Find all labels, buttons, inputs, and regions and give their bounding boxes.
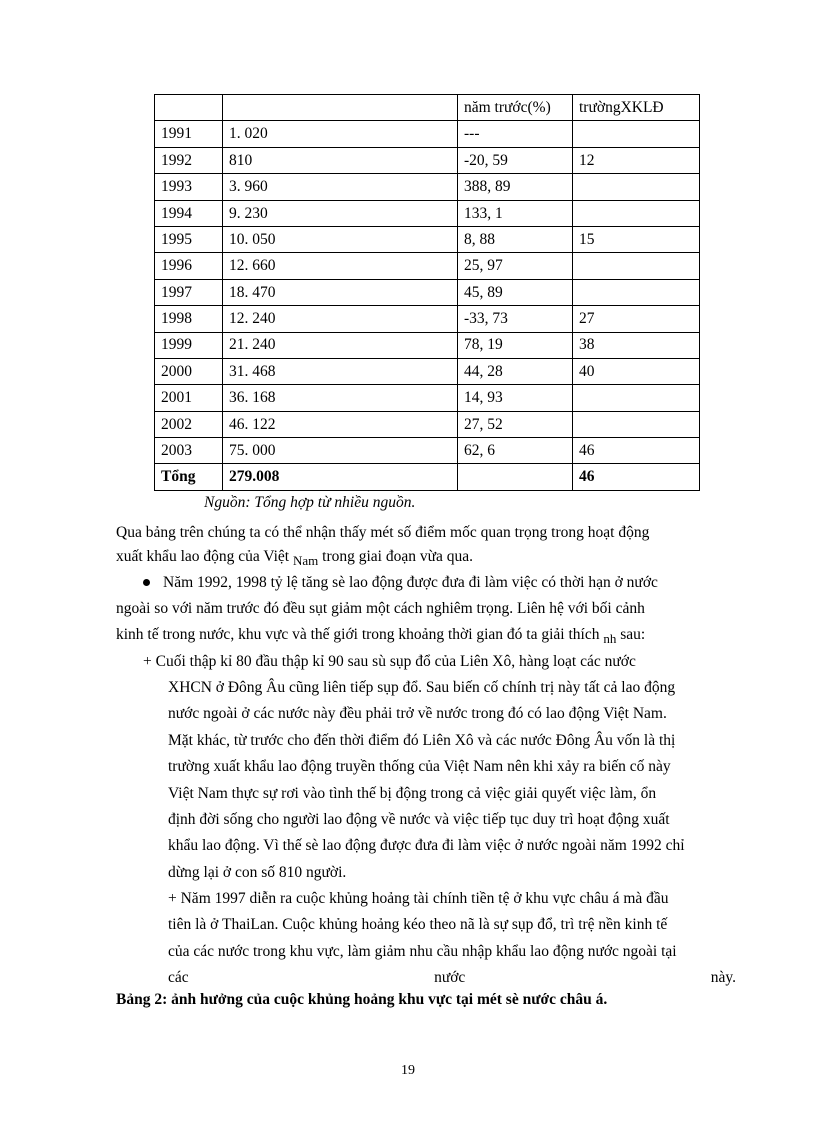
- table-cell: 1994: [155, 200, 223, 226]
- table-cell: 46: [573, 464, 700, 490]
- table-cell: 40: [573, 358, 700, 384]
- table-cell: [573, 385, 700, 411]
- table-cell: 44, 28: [458, 358, 573, 384]
- table-cell: [223, 95, 458, 121]
- table-cell: ---: [458, 121, 573, 147]
- point1-line-2: XHCN ở Đông Âu cũng liên tiếp sụp đổ. Sau biến cố chính trị này tất cả lao động: [168, 679, 676, 696]
- table-cell: [573, 121, 700, 147]
- table-cell: 1996: [155, 253, 223, 279]
- table-cell: 25, 97: [458, 253, 573, 279]
- table-cell: Tổng: [155, 464, 223, 490]
- table-cell: [155, 95, 223, 121]
- table-total-row: [155, 464, 700, 490]
- table-row: [155, 306, 700, 332]
- table-cell: [573, 200, 700, 226]
- intro-paragraph: [116, 525, 738, 541]
- point1-line-8: khẩu lao động. Vì thế sè lao động được đưa đi làm việc ở nước ngoài năm 1992 chỉ: [168, 837, 685, 854]
- table-cell: [573, 174, 700, 200]
- table-cell: 2003: [155, 438, 223, 464]
- table-cell: 14, 93: [458, 385, 573, 411]
- point1-line-6: Việt Nam thực sự rơi vào tình thế bị động trong cả việc giải quyết việc làm, ổn: [168, 785, 657, 802]
- table-cell: -20, 59: [458, 147, 573, 173]
- table-cell: 36. 168: [223, 385, 458, 411]
- table-cell: 1991: [155, 121, 223, 147]
- table2-heading: Bảng 2: ảnh hưởng của cuộc khủng hoảng khu vực tại mét sè nước châu á.: [116, 991, 608, 1008]
- table-row: [155, 358, 700, 384]
- table-cell: 810: [223, 147, 458, 173]
- table-cell: 27, 52: [458, 411, 573, 437]
- table-cell: 27: [573, 306, 700, 332]
- point1-line-3: nước ngoài ở các nước này đều phải trở về nước trong đó có lao động Việt Nam.: [168, 705, 667, 722]
- table-cell: 10. 050: [223, 226, 458, 252]
- table-cell: 1. 020: [223, 121, 458, 147]
- point2-line-1: + Năm 1997 diễn ra cuộc khủng hoảng tài chính tiền tệ ở khu vực châu á mà đầu: [168, 890, 669, 907]
- table-cell: 8, 88: [458, 226, 573, 252]
- point2-line-4: các nước này.: [168, 969, 736, 986]
- labor-export-table: [154, 94, 700, 491]
- table-cell: 62, 6: [458, 438, 573, 464]
- point1-line-9: dừng lại ở con số 810 người.: [168, 864, 347, 881]
- table-cell: 2001: [155, 385, 223, 411]
- point1-line-5: trường xuất khẩu lao động truyền thống của Việt Nam nên khi xảy ra biến cố này: [168, 758, 671, 775]
- table-cell: 2000: [155, 358, 223, 384]
- table-row: [155, 411, 700, 437]
- table-row: [155, 121, 700, 147]
- table-cell: 15: [573, 226, 700, 252]
- table-row: [155, 385, 700, 411]
- table-cell: 1992: [155, 147, 223, 173]
- point1-line-7: định đời sống cho người lao động về nước và việc tiếp tục duy trì hoạt động xuất: [168, 811, 670, 828]
- table-cell: 1997: [155, 279, 223, 305]
- bullet-line-2: ngoài so với năm trước đó đều sụt giảm một cách nghiêm trọng. Liên hệ với bối cảnh: [116, 600, 645, 617]
- table-header-row: [155, 95, 700, 121]
- table-cell: [458, 464, 573, 490]
- table-row: [155, 279, 700, 305]
- table-cell: 9. 230: [223, 200, 458, 226]
- source-note: Nguồn: Tổng hợp từ nhiều nguồn.: [204, 494, 416, 511]
- table-cell: 38: [573, 332, 700, 358]
- bullet-line-3: kinh tế trong nước, khu vực và thế giới trong khoảng thời gian đó ta giải thích $_{nh}$ sau:: [116, 626, 646, 646]
- point2-line-3: của các nước trong khu vực, làm giảm nhu cầu nhập khẩu lao động nước ngoài tại: [168, 943, 677, 960]
- table-row: [155, 226, 700, 252]
- table-row: [155, 438, 700, 464]
- table-cell: 388, 89: [458, 174, 573, 200]
- table-cell: 279.008: [223, 464, 458, 490]
- point1-line-4: Mặt khác, từ trước cho đến thời điểm đó Liên Xô và các nước Đông Âu vốn là thị: [168, 732, 676, 749]
- point2-line-2: tiên là ở ThaiLan. Cuộc khủng hoảng kéo theo nã là sự sụp đổ, trì trệ nền kinh tế: [168, 916, 668, 933]
- table-cell: 12. 660: [223, 253, 458, 279]
- table-cell: 133, 1: [458, 200, 573, 226]
- table-cell: 45, 89: [458, 279, 573, 305]
- table-cell: 1995: [155, 226, 223, 252]
- table-cell: năm trước(%): [458, 95, 573, 121]
- table-cell: trườngXKLĐ: [573, 95, 700, 121]
- table-cell: 21. 240: [223, 332, 458, 358]
- table-cell: 2002: [155, 411, 223, 437]
- point1-line-1: + Cuối thập kỉ 80 đầu thập kỉ 90 sau sù sụp đổ của Liên Xô, hàng loạt các nước: [143, 653, 636, 670]
- bullet-line-1: Năm 1992, 1998 tỷ lệ tăng sè lao động được đưa đi làm việc có thời hạn ở nước: [163, 574, 658, 591]
- table-cell: 1993: [155, 174, 223, 200]
- table-row: [155, 147, 700, 173]
- table-row: [155, 174, 700, 200]
- table-cell: 1998: [155, 306, 223, 332]
- table-cell: [573, 279, 700, 305]
- page-number: 19: [401, 1063, 415, 1078]
- table-row: [155, 253, 700, 279]
- table-cell: 18. 470: [223, 279, 458, 305]
- table-cell: 3. 960: [223, 174, 458, 200]
- bullet-icon: [143, 579, 150, 586]
- table-cell: 12. 240: [223, 306, 458, 332]
- table-cell: 31. 468: [223, 358, 458, 384]
- table-cell: [573, 411, 700, 437]
- table-cell: -33, 73: [458, 306, 573, 332]
- table-cell: [573, 253, 700, 279]
- intro-line-2: xuất khẩu lao động của Việt $_{Nam}$ trong giai đoạn vừa qua.: [116, 548, 474, 568]
- table-row: [155, 200, 700, 226]
- table-cell: 1999: [155, 332, 223, 358]
- intro-line-1: Qua bảng trên chúng ta có thể nhận thấy mét số điểm mốc quan trọng trong hoạt động: [116, 524, 650, 541]
- table-cell: 75. 000: [223, 438, 458, 464]
- table-cell: 12: [573, 147, 700, 173]
- table-cell: 46: [573, 438, 700, 464]
- table-row: [155, 332, 700, 358]
- table-cell: 78, 19: [458, 332, 573, 358]
- table-cell: 46. 122: [223, 411, 458, 437]
